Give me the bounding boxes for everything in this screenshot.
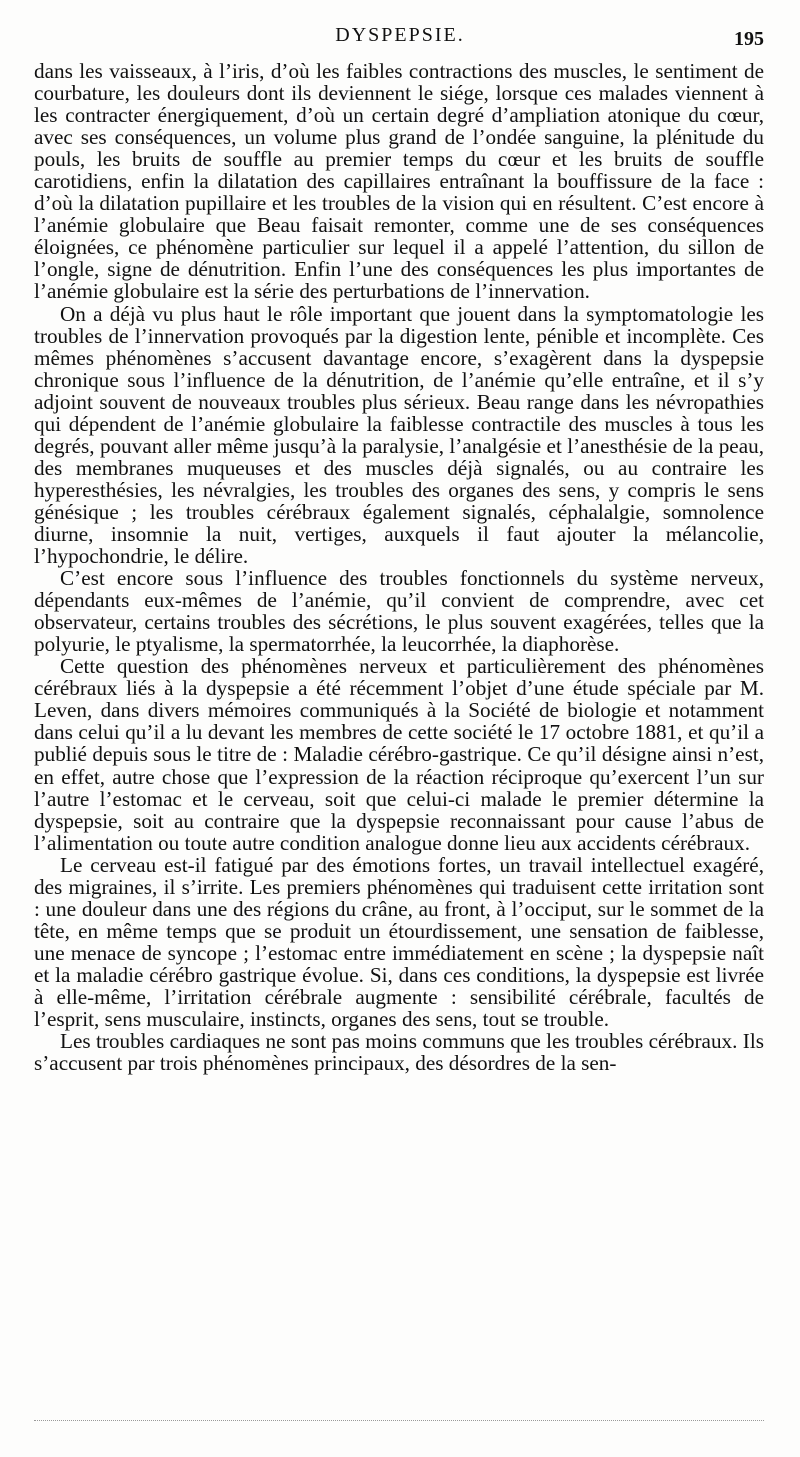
running-head bbox=[0, 24, 800, 52]
page-number: 195 bbox=[734, 28, 764, 50]
paragraph: Cette question des phénomènes nerveux et particulièrement des phénomènes cérébraux liés à la dyspepsie a été récemment l’objet d’une étude spéciale par M. Leven, dans divers mémoires communiqués à la Société de biologie et notamment dans celui qu’il a lu devant les membres de cette société le 17 octobre 1881, et qu’il a publié depuis sous le titre de : Maladie cérébro-gastrique. Ce qu’il désigne ainsi n’est, en effet, autre chose que l’expression de la réaction réciproque qu’exercent l’un sur l’autre l’estomac et le cerveau, soit que celui-ci malade le premier détermine la dyspepsie, soit au contraire que la dyspepsie reconnaissant pour cause l’abus de l’alimentation ou toute autre condition analogue donne lieu aux accidents cérébraux. bbox=[34, 654, 764, 855]
body-text bbox=[34, 60, 764, 1074]
paragraph: Les troubles cardiaques ne sont pas moins communs que les troubles cérébraux. Ils s’accusent par trois phénomènes principaux, des désordres de la sen- bbox=[34, 1029, 764, 1076]
paragraph: C’est encore sous l’influence des troubles fonctionnels du système nerveux, dépendants eux-mêmes de l’anémie, qu’il convient de comprendre, avec cet observateur, certains troubles des sécrétions, le plus souvent exagérées, telles que la polyurie, le ptyalisme, la spermatorrhée, la leucorrhée, la diaphorèse. bbox=[34, 566, 764, 657]
footer-rule bbox=[34, 1420, 764, 1421]
running-title: DYSPEPSIE. bbox=[335, 24, 465, 46]
paragraph: dans les vaisseaux, à l’iris, d’où les faibles contractions des muscles, le sentiment de courbature, les douleurs dont ils deviennent le siége, lorsque ces malades viennent à les contracter énergiquement, d’où un certain degré d’ampliation atonique du cœur, avec ses conséquences, un volume plus grand de l’ondée sanguine, la plénitude du pouls, les bruits de souffle au premier temps du cœur et les bruits de souffle carotidiens, enfin la dilatation des capillaires entraînant la bouffissure de la face : d’où la dilatation pupillaire et les troubles de la vision qui en résultent. C’est encore à l’anémie globulaire que Beau faisait remonter, comme une de ses conséquences éloignées, ce phénomène particulier sur lequel il a appelé l’attention, du sillon de l’ongle, signe de dénutrition. Enfin l’une des conséquences les plus importantes de l’anémie globulaire est la série des perturbations de l’innervation. bbox=[34, 59, 764, 304]
paragraph: Le cerveau est-il fatigué par des émotions fortes, un travail intellectuel exagéré, des migraines, il s’irrite. Les premiers phénomènes qui traduisent cette irritation sont : une douleur dans une des régions du crâne, au front, à l’occiput, sur le sommet de la tête, en même temps que se produit un étourdissement, une sensation de faiblesse, une menace de syncope ; l’estomac entre immédiatement en scène ; la dyspepsie naît et la maladie cérébro gastrique évolue. Si, dans ces conditions, la dyspepsie est livrée à elle-même, l’irritation cérébrale augmente : sensibilité cérébrale, facultés de l’esprit, sens musculaire, instincts, organes des sens, tout se trouble. bbox=[34, 852, 764, 1032]
paragraph: On a déjà vu plus haut le rôle important que jouent dans la symptomatologie les troubles de l’innervation provoqués par la digestion lente, pénible et incomplète. Ces mêmes phénomènes s’accusent davantage encore, s’exagèrent dans la dyspepsie chronique sous l’influence de la dénutrition, de l’anémie qu’elle entraîne, et il s’y adjoint souvent de nouveaux troubles plus sérieux. Beau range dans les névropathies qui dépendent de l’anémie globulaire la faiblesse contractile des muscles à tous les degrés, pouvant aller même jusqu’à la paralysie, l’analgésie et l’anesthésie de la peau, des membranes muqueuses et des muscles déjà signalés, ou au contraire les hyperesthésies, les névralgies, les troubles des organes des sens, y compris le sens génésique ; les troubles cérébraux également signalés, céphalalgie, somnolence diurne, insomnie la nuit, vertiges, auxquels il faut ajouter la mélancolie, l’hypochondrie, le délire. bbox=[34, 301, 764, 569]
